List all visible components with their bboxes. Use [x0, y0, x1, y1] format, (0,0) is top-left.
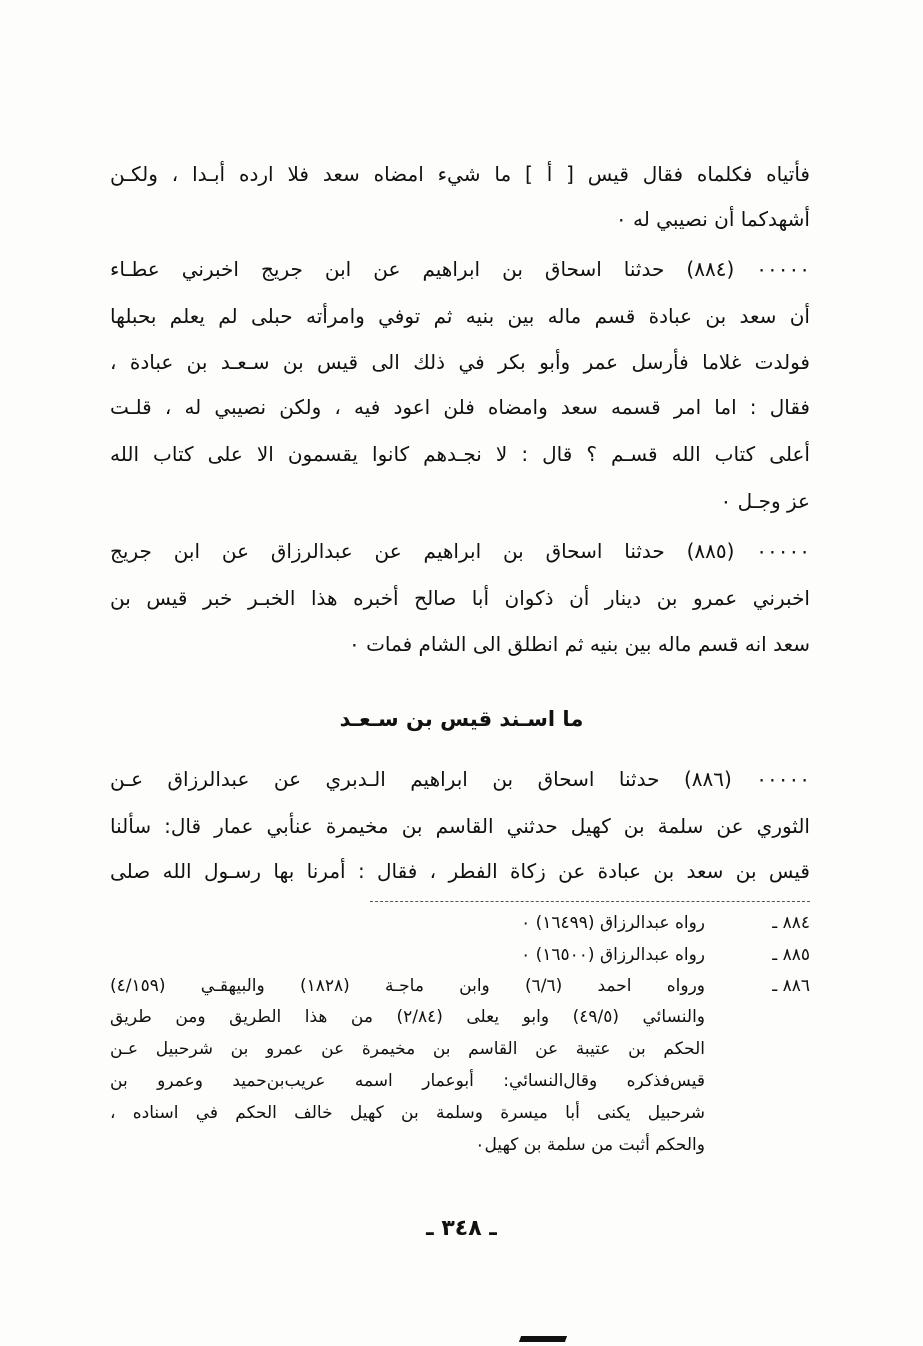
body-line: الثوري عن سلمة بن كهيل حدثني القاسم بن مخيمرة عنأبي عمار قال: سألنا — [110, 814, 810, 838]
body-line: قيس بن سعد بن عبادة عن زكاة الفطر ، فقال : أمرنا بها رسـول الله صلى — [110, 859, 810, 883]
body-line: ٠٠٠٠٠ (٨٨٦) حدثنا اسحاق بن ابراهيم الـدبري عن عبدالرزاق عـن — [110, 767, 810, 791]
body-line: ٠٠٠٠٠ (٨٨٥) حدثنا اسحاق بن ابراهيم عن عبدالرزاق عن ابن جريج — [110, 539, 810, 563]
footnote-number: ٨٨٤ ـ — [772, 913, 810, 933]
footnote-text: رواه عبدالرزاق (١٦٤٩٩) ٠ — [521, 913, 705, 933]
footnote-text: والحكم أثبت من سلمة بن كهيل٠ — [475, 1135, 705, 1155]
section-heading: ما اسـند قيس بن سـعـد — [339, 707, 584, 731]
footnote — [110, 1068, 810, 1094]
body-line: أعلى كتاب الله قسـم ؟ قال : لا نجـدهم كانوا يقسمون الا على كتاب الله — [110, 442, 810, 466]
body-line: فقال : اما امر قسمه سعد وامضاه فلن اعود فيه ، ولكن نصيبي له ، قلـت — [110, 395, 810, 419]
page-number: ـ ٣٤٨ ـ — [426, 1216, 497, 1241]
body-line: أشهدكما أن نصيبي له ٠ — [615, 207, 810, 231]
footnote-text: رواه عبدالرزاق (١٦٥٠٠) ٠ — [521, 945, 705, 965]
footnote-text: الحكم بن عتيبة عن القاسم بن مخيمرة عن عمرو بن شرحبيل عـن — [110, 1039, 705, 1059]
body-line: ٠٠٠٠٠ (٨٨٤) حدثنا اسحاق بن ابراهيم عن ابن جريج اخبرني عطـاء — [110, 257, 810, 281]
body-line: أن سعد بن عبادة قسم ماله بين بنيه ثم توفي وامرأته حبلى لم يعلم بحبلها — [110, 304, 810, 328]
footnote-text: شرحبيل يكنى أبا ميسرة وسلمة بن كهيل خالف الحكم في اسناده ، — [110, 1103, 705, 1123]
body-line: اخبرني عمرو بن دينار أن ذكوان أبا صالح أخبره هذا الخبـر خبر قيس بن — [110, 586, 810, 610]
footnote-text: والنسائي (٤٩/٥) وابو يعلى (٢/٨٤) من هذا الطريق ومن طريق — [110, 1007, 705, 1027]
body-line: فولدت غلاما فأرسل عمر وأبو بكر في ذلك الى قيس بن سـعـد بن عبادة ، — [110, 350, 810, 374]
footnote — [110, 1004, 810, 1030]
footnote — [110, 1132, 810, 1158]
body-line: عز وجـل ٠ — [720, 489, 810, 513]
footnote-divider — [370, 901, 810, 902]
body-line: فأتياه فكلماه فقال قيس [ أ ] ما شيء امضاه سعد فلا ارده أبـدا ، ولكـن — [110, 162, 810, 186]
footnote — [110, 942, 810, 968]
footnote-number: ٨٨٥ ـ — [772, 945, 810, 965]
footnote — [110, 973, 810, 999]
body-line: سعد انه قسم ماله بين بنيه ثم انطلق الى الشام فمات ٠ — [349, 632, 810, 656]
scan-mark — [519, 1336, 567, 1342]
footnote — [110, 910, 810, 936]
footnote-number: ٨٨٦ ـ — [772, 976, 810, 996]
footnote — [110, 1036, 810, 1062]
footnote — [110, 1100, 810, 1126]
footnote-text: ورواه احمد (٦/٦) وابن ماجـة (١٨٢٨) والبيهقـي (٤/١٥٩) — [110, 976, 705, 996]
footnote-text: قيس‌فذكره وقال‌النسائي: أبوعمار اسمه عريب‌بن‌حميد وعمرو بن — [110, 1071, 705, 1091]
